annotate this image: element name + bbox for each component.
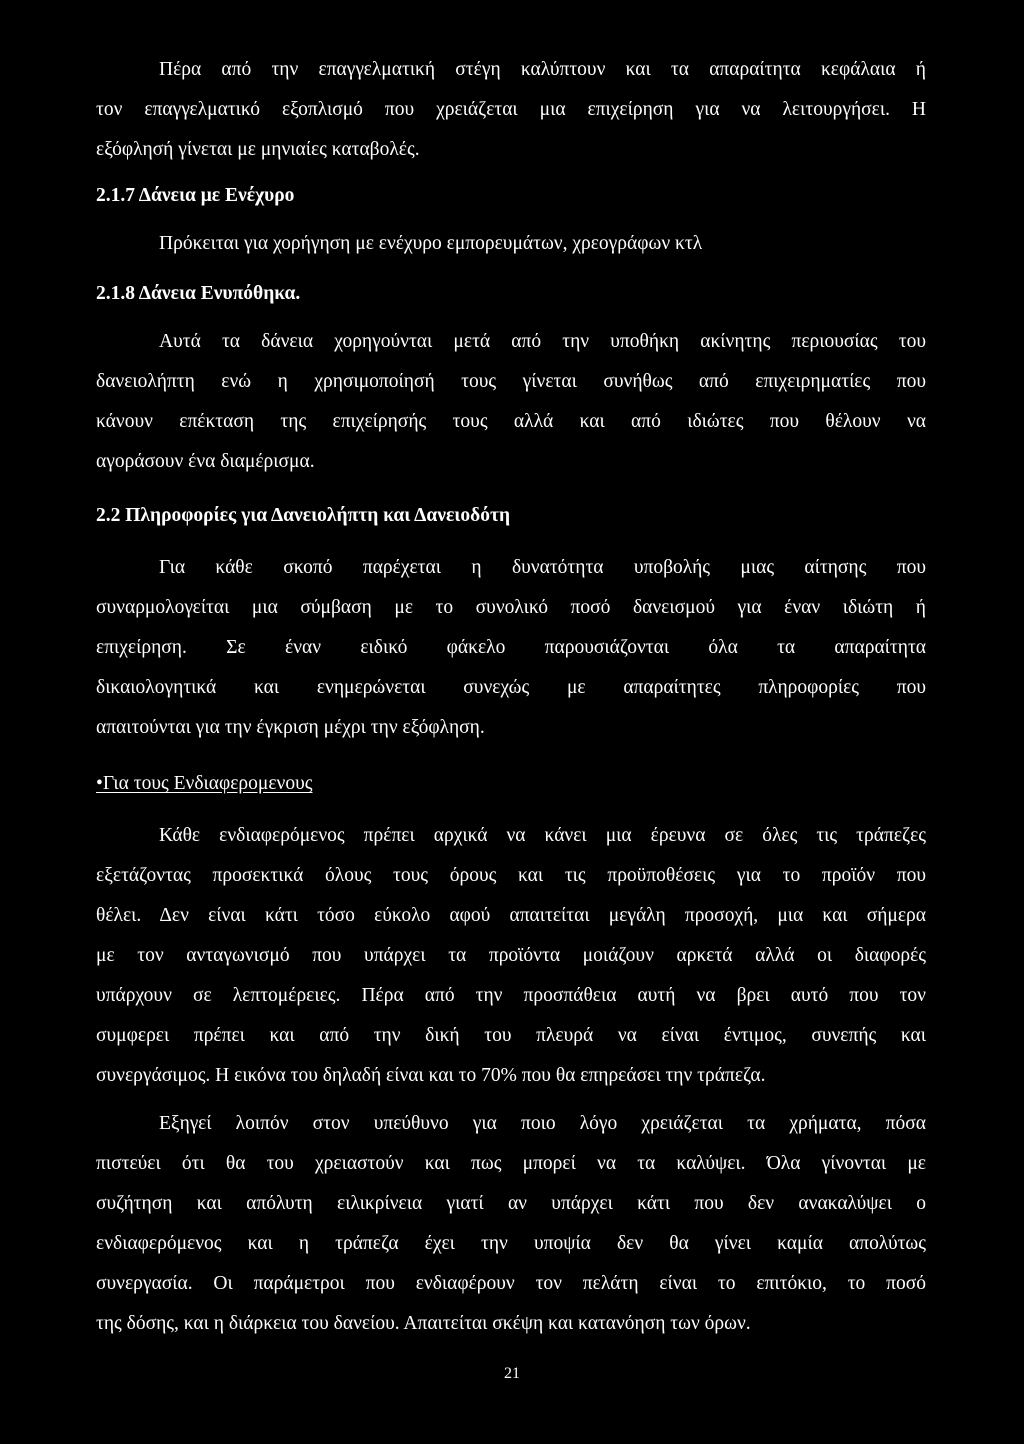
text-line: δανειολήπτη ενώ η χρησιμοποίησή τους γίνεται συνήθως από επιχειρηματίες που: [96, 371, 926, 392]
text-line: συνεργασία. Οι παράμετροι που ενδιαφέρουν τον πελάτη είναι το επιτόκιο, το ποσό: [96, 1273, 926, 1294]
text-line: υπάρχουν σε λεπτομέρειες. Πέρα από την προσπάθεια αυτή να βρει αυτό που τον: [96, 985, 926, 1006]
text-line: Για κάθε σκοπό παρέχεται η δυνατότητα υποβολής μιας αίτησης που: [159, 557, 926, 578]
intro-paragraph: [96, 50, 926, 170]
text-line: τον επαγγελματικό εξοπλισμό που χρειάζεται μια επιχείρηση για να λειτουργήσει. Η: [96, 99, 926, 120]
section-heading: 2.1.7 Δάνεια με Ενέχυρο: [96, 185, 295, 206]
text-line: συμφερει πρέπει και από την δική του πλευρά να είναι έντιμος, συνεπής και: [96, 1025, 926, 1046]
text-line: Εξηγεί λοιπόν στον υπεύθυνο για ποιο λόγο χρειάζεται τα χρήματα, πόσα: [159, 1113, 926, 1134]
text-line: Πρόκειται για χορήγηση με ενέχυρο εμπορευμάτων, χρεογράφων κτλ: [159, 233, 703, 254]
text-line: με τον ανταγωνισμό που υπάρχει τα προϊόντα μοιάζουν αρκετά αλλά οι διαφορές: [96, 945, 926, 966]
text-line: της δόσης, και η διάρκεια του δανείου. Απαιτείται σκέψη και κατανόηση των όρων.: [96, 1313, 751, 1334]
section-interested: [96, 764, 926, 1344]
text-line: επιχείρηση. Σε έναν ειδικό φάκελο παρουσιάζονται όλα τα απαραίτητα: [96, 637, 926, 658]
text-line: πιστεύει ότι θα του χρειαστούν και πως μπορεί να τα καλύψει. Όλα γίνονται με: [96, 1153, 926, 1174]
section-2-1-7: [96, 176, 926, 264]
text-line: Κάθε ενδιαφερόμενος πρέπει αρχικά να κάνει μια έρευνα σε όλες τις τράπεζες: [159, 825, 926, 846]
text-line: αγοράσουν ένα διαμέρισμα.: [96, 451, 315, 472]
page-number: 21: [504, 1365, 520, 1382]
section-2-1-8: [96, 274, 926, 482]
text-line: εξόφλησή γίνεται με μηνιαίες καταβολές.: [96, 139, 420, 160]
text-line: εξετάζοντας προσεκτικά όλους τους όρους και τις προϋποθέσεις για το προϊόν που: [96, 865, 926, 886]
text-line: συζήτηση και απόλυτη ειλικρίνεια γιατί αν υπάρχει κάτι που δεν ανακαλύψει ο: [96, 1193, 926, 1214]
text-line: συναρμολογείται μια σύμβαση με το συνολικό ποσό δανεισμού για έναν ιδιώτη ή: [96, 597, 926, 618]
section-heading: 2.2 Πληροφορίες για Δανειολήπτη και Δανειοδότη: [96, 505, 511, 526]
section-2-2: [96, 496, 926, 748]
text-line: δικαιολογητικά και ενημερώνεται συνεχώς με απαραίτητες πληροφορίες που: [96, 677, 926, 698]
text-line: Αυτά τα δάνεια χορηγούνται μετά από την υποθήκη ακίνητης περιουσίας του: [159, 331, 926, 352]
section-heading: •Για τους Ενδιαφερομενους: [96, 773, 313, 794]
text-line: απαιτούνται για την έγκριση μέχρι την εξόφληση.: [96, 717, 485, 738]
text-line: Πέρα από την επαγγελματική στέγη καλύπτουν και τα απαραίτητα κεφάλαια ή: [159, 59, 926, 80]
text-line: ενδιαφερόμενος και η τράπεζα έχει την υποψία δεν θα γίνει καμία απολύτως: [96, 1233, 926, 1254]
text-line: κάνουν επέκταση της επιχείρησής τους αλλά και από ιδιώτες που θέλουν να: [96, 411, 926, 432]
text-line: θέλει. Δεν είναι κάτι τόσο εύκολο αφού απαιτείται μεγάλη προσοχή, μια και σήμερα: [96, 905, 926, 926]
text-line: συνεργάσιμος. Η εικόνα του δηλαδή είναι και το 70% που θα επηρεάσει την τράπεζα.: [96, 1065, 766, 1086]
section-heading: 2.1.8 Δάνεια Ενυπόθηκα.: [96, 283, 301, 304]
